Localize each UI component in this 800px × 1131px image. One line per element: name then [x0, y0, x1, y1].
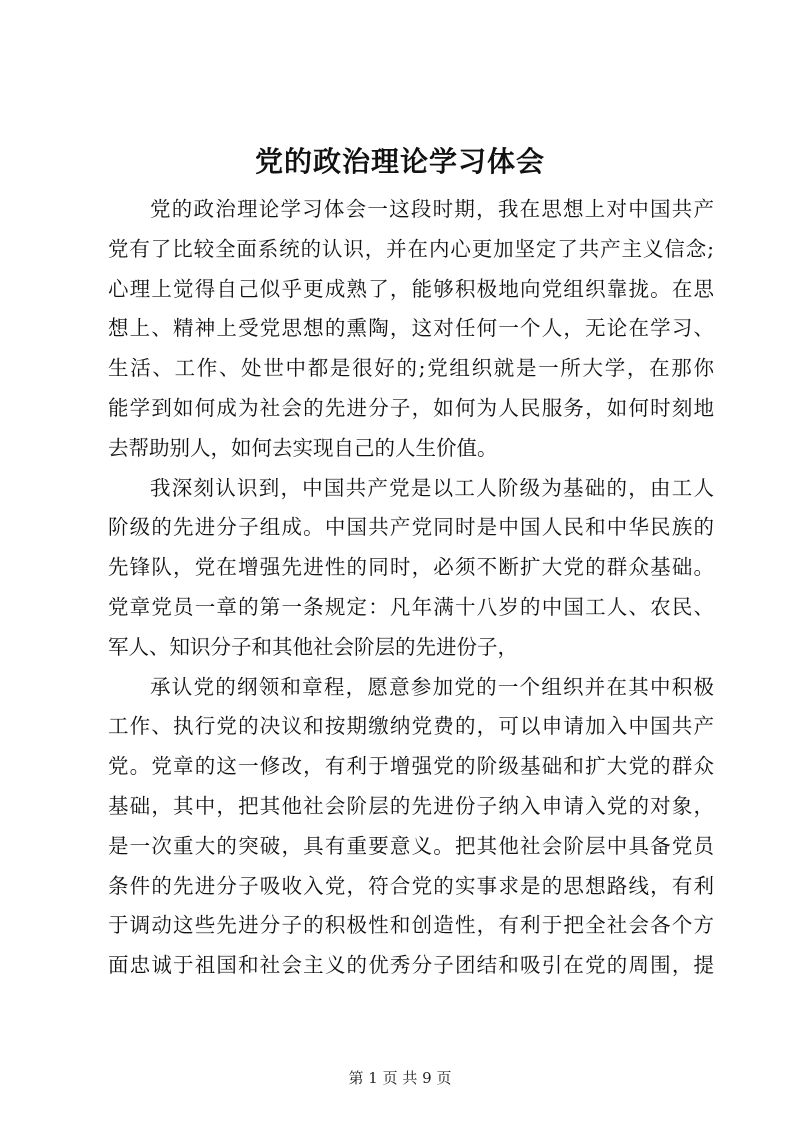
- text-line: 党。党章的这一修改，有利于增强党的阶级基础和扩大党的群众: [108, 754, 714, 779]
- page-number: 第 1 页 共 9 页: [348, 1069, 452, 1087]
- text-line: 生活、工作、处世中都是很好的;党组织就是一所大学，在那你: [108, 356, 714, 381]
- text-line: 条件的先进分子吸收入党，符合党的实事求是的思想路线，有利: [108, 873, 714, 898]
- text-line: 去帮助别人，如何去实现自己的人生价值。: [108, 435, 498, 460]
- text-line: 阶级的先进分子组成。中国共产党同时是中国人民和中华民族的: [108, 515, 714, 540]
- text-line: 先锋队，党在增强先进性的同时，必须不断扩大党的群众基础。: [108, 555, 714, 580]
- paragraph-2: [108, 469, 714, 668]
- text-line: 我深刻认识到，中国共产党是以工人阶级为基础的，由工人: [150, 475, 714, 500]
- text-line: 于调动这些先进分子的积极性和创造性，有利于把全社会各个方: [108, 913, 714, 938]
- text-line: 党的政治理论学习体会一这段时期，我在思想上对中国共产: [150, 197, 714, 221]
- document-body: [108, 190, 714, 986]
- text-line: 是一次重大的突破，具有重要意义。把其他社会阶层中具备党员: [108, 833, 714, 858]
- paragraph-3: [108, 668, 714, 986]
- text-line: 面忠诚于祖国和社会主义的优秀分子团结和吸引在党的周围，提: [108, 953, 714, 978]
- paragraph-1: [108, 190, 714, 469]
- text-line: 军人、知识分子和其他社会阶层的先进份子，: [108, 634, 518, 659]
- text-line: 想上、精神上受党思想的熏陶，这对任何一个人，无论在学习、: [108, 316, 714, 341]
- text-line: 工作、执行党的决议和按期缴纳党费的，可以申请加入中国共产: [108, 714, 714, 739]
- text-line: 基础，其中，把其他社会阶层的先进份子纳入申请入党的对象，: [108, 793, 714, 818]
- text-line: 党有了比较全面系统的认识，并在内心更加坚定了共产主义信念;: [108, 236, 714, 261]
- text-line: 心理上觉得自己似乎更成熟了，能够积极地向党组织靠拢。在思: [108, 276, 714, 301]
- text-line: 承认党的纲领和章程，愿意参加党的一个组织并在其中积极: [150, 674, 714, 699]
- text-line: 能学到如何成为社会的先进分子，如何为人民服务，如何时刻地: [108, 395, 714, 420]
- text-line: 党章党员一章的第一条规定：凡年满十八岁的中国工人、农民、: [108, 594, 714, 619]
- document-title: 党的政治理论学习体会: [254, 145, 545, 178]
